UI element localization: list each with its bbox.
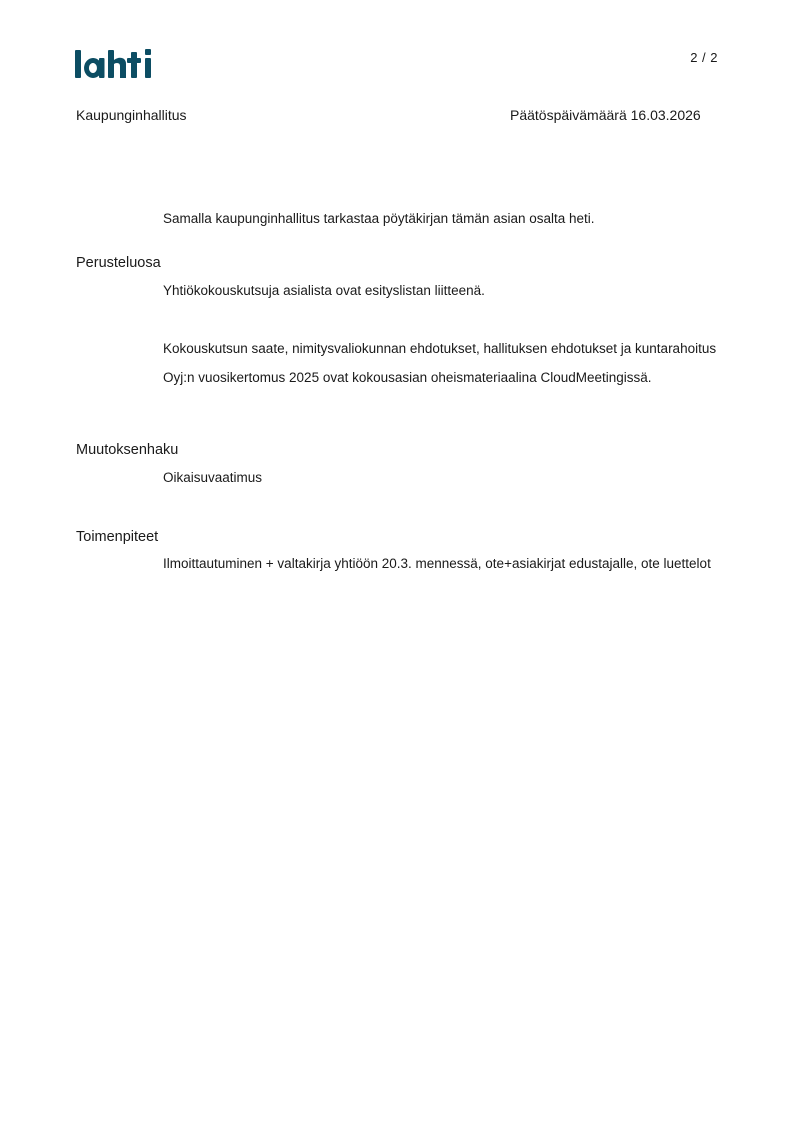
section-heading-muutoksenhaku: Muutoksenhaku	[76, 442, 179, 458]
page-number: 2 / 2	[690, 50, 718, 65]
muutoksenhaku-paragraph: Oikaisuvaatimus	[163, 470, 263, 485]
toimenpiteet-paragraph: Ilmoittautuminen + valtakirja yhtiöön 20.3. mennessä, ote+asiakirjat edustajalle, ote luettelot	[163, 556, 711, 571]
section-heading-toimenpiteet: Toimenpiteet	[76, 529, 159, 545]
organization-name: Kaupunginhallitus	[76, 107, 187, 123]
intro-paragraph: Samalla kaupunginhallitus tarkastaa pöytäkirjan tämän asian osalta heti.	[163, 211, 595, 226]
decision-date: Päätöspäivämäärä 16.03.2026	[510, 107, 701, 123]
lahti-logo	[75, 46, 167, 82]
perusteluosa-paragraph: Yhtiökokouskutsuja asialista ovat esityslistan liitteenä.	[163, 283, 485, 298]
section-heading-perusteluosa: Perusteluosa	[76, 255, 161, 271]
perusteluosa-paragraph: Kokouskutsun saate, nimitysvaliokunnan ehdotukset, hallituksen ehdotukset ja kuntarahoitus Oyj:n vuosikertomus 2025 ovat kokousasian oheismateriaalina CloudMeetingissä.	[163, 341, 717, 385]
